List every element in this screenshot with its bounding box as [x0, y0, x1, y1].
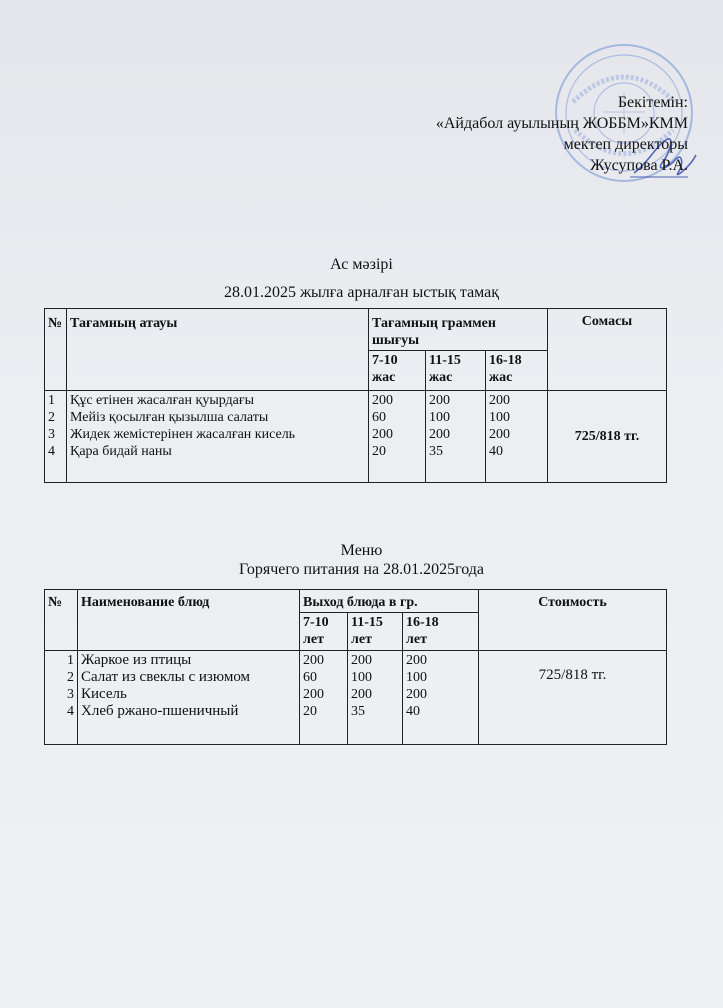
table-header-row — [45, 590, 667, 613]
age-header-11-15: 11-15 лет — [348, 613, 403, 651]
col-num-header: № — [45, 590, 78, 651]
table-header-row — [45, 309, 667, 351]
ru-menu-table — [44, 589, 667, 745]
col-name-header: Наименование блюд — [78, 590, 300, 651]
price-cell: 725/818 тг. — [479, 651, 667, 745]
director-title: мектеп директоры — [563, 136, 688, 153]
yield-16-18-cell: 200 100 200 40 — [403, 651, 479, 745]
col-name-header: Тағамның атауы — [67, 309, 369, 391]
age-header-11-15: 11-15 жас — [426, 351, 486, 391]
col-price-header: Стоимость — [479, 590, 667, 651]
yield-16-18-cell: 200 100 200 40 — [486, 391, 548, 483]
yield-11-15-cell: 200 100 200 35 — [426, 391, 486, 483]
school-name: «Айдабол ауылының ЖОББМ»КММ — [435, 115, 688, 132]
age-header-7-10: 7-10 жас — [369, 351, 426, 391]
price-cell: 725/818 тг. — [548, 391, 667, 483]
col-num-header: № — [45, 309, 67, 391]
col-yield-header: Выход блюда в гр. — [300, 590, 479, 613]
kz-menu-table — [44, 308, 667, 483]
yield-header-line1: Тағамның граммен — [372, 316, 496, 331]
col-yield-header — [369, 309, 548, 351]
kz-menu-title: Ас мәзірі — [330, 256, 393, 273]
ru-menu-subtitle: Горячего питания на 28.01.2025года — [238, 561, 485, 578]
age-header-16-18: 16-18 лет — [403, 613, 479, 651]
dish-names-cell: Жаркое из птицы Салат из свеклы с изюмом Кисель Хлеб ржано-пшеничный — [78, 651, 300, 745]
table-row — [45, 391, 667, 483]
num-cell: 1 2 3 4 — [45, 651, 78, 745]
age-header-7-10: 7-10 лет — [300, 613, 348, 651]
director-name: Жусупова Р.А. — [590, 157, 688, 174]
ru-menu-title: Меню — [340, 542, 383, 559]
yield-11-15-cell: 200 100 200 35 — [348, 651, 403, 745]
approval-block — [436, 92, 688, 176]
yield-7-10-cell: 200 60 200 20 — [300, 651, 348, 745]
col-price-header: Сомасы — [548, 309, 667, 391]
table-row — [45, 651, 667, 745]
yield-7-10-cell: 200 60 200 20 — [369, 391, 426, 483]
yield-header-line2: шығуы — [372, 333, 420, 348]
kz-menu-subtitle: 28.01.2025 жылға арналған ыстық тамақ — [223, 284, 500, 301]
approval-label: Бекітемін: — [617, 94, 688, 111]
dish-names-cell: Құс етінен жасалған қуырдағы Мейіз қосылған қызылша салаты Жидек жемістерінен жасалған кисель Қара бидай наны — [67, 391, 369, 483]
num-cell: 1 2 3 4 — [45, 391, 67, 483]
age-header-16-18: 16-18 жас — [486, 351, 548, 391]
